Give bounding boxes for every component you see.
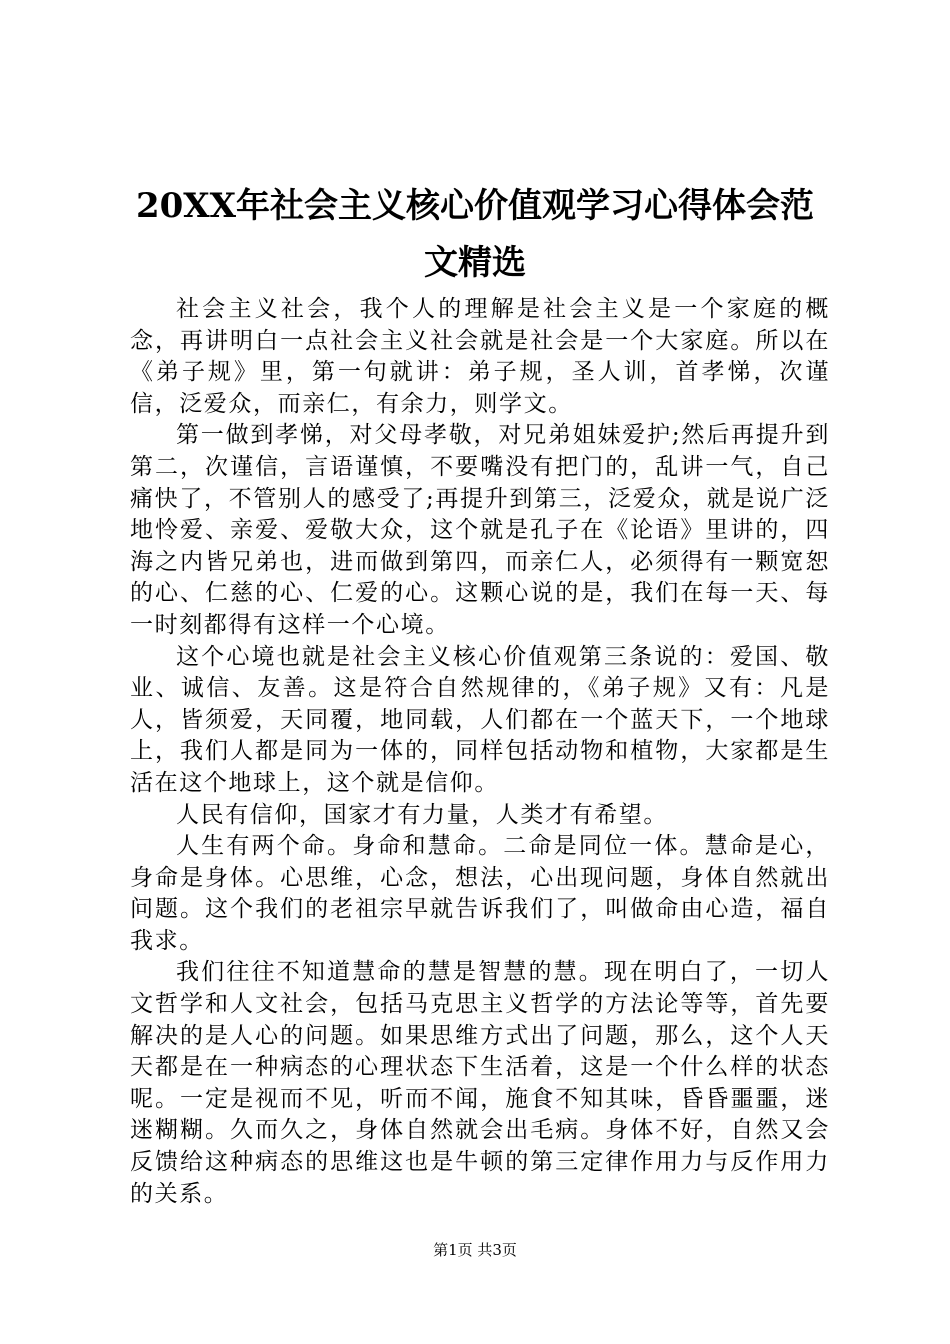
paragraph-5: 人生有两个命。身命和慧命。二命是同位一体。慧命是心，身命是身体。心思维，心念，想法，心出现问题，身体自然就出问题。这个我们的老祖宗早就告诉我们了，叫做命由心造，福自我求。 — [130, 833, 830, 954]
title-line-1: 20XX年社会主义核心价值观学习心得体会范 — [135, 186, 815, 226]
paragraph-1: 社会主义社会，我个人的理解是社会主义是一个家庭的概念，再讲明白一点社会主义社会就是社会是一个大家庭。所以在《弟子规》里，第一句就讲：弟子规，圣人训，首孝悌，次谨信，泛爱众，而亲仁，有余力，则学文。 — [130, 296, 830, 417]
paragraph-6: 我们往往不知道慧命的慧是智慧的慧。现在明白了，一切人文哲学和人文社会，包括马克思主义哲学的方法论等等，首先要解决的是人心的问题。如果思维方式出了问题，那么，这个人天天都是在一种病态的心理状态下生活着，这是一个什么样的状态呢。一定是视而不见，听而不闻，施食不知其味，昏昏噩噩，迷迷糊糊。久而久之，身体自然就会出毛病。身体不好，自然又会反馈给这种病态的思维这也是牛顿的第三定律作用力与反作用力的关系。 — [130, 959, 830, 1207]
page-footer: 第1页 共3页 — [433, 1241, 517, 1259]
document-body — [130, 294, 830, 1210]
paragraph-3: 这个心境也就是社会主义核心价值观第三条说的：爱国、敬业、诚信、友善。这是符合自然规律的，《弟子规》又有：凡是人，皆须爱，天同覆，地同载，人们都在一个蓝天下，一个地球上，我们人都是同为一体的，同样包括动物和植物，大家都是生活在这个地球上，这个就是信仰。 — [130, 643, 830, 796]
paragraph-2: 第一做到孝悌，对父母孝敬，对兄弟姐妹爱护;然后再提升到第二，次谨信，言语谨慎，不要嘴没有把门的，乱讲一气，自己痛快了，不管别人的感受了;再提升到第三，泛爱众，就是说广泛地怜爱、亲爱、爱敬大众，这个就是孔子在《论语》里讲的，四海之内皆兄弟也，进而做到第四，而亲仁人，必须得有一颗宽恕的心、仁慈的心、仁爱的心。这颗心说的是，我们在每一天、每一时刻都得有这样一个心境。 — [130, 422, 830, 638]
paragraph-4: 人民有信仰，国家才有力量，人类才有希望。 — [176, 801, 668, 828]
title-line-2: 文精选 — [424, 243, 526, 283]
page-title — [110, 178, 840, 292]
